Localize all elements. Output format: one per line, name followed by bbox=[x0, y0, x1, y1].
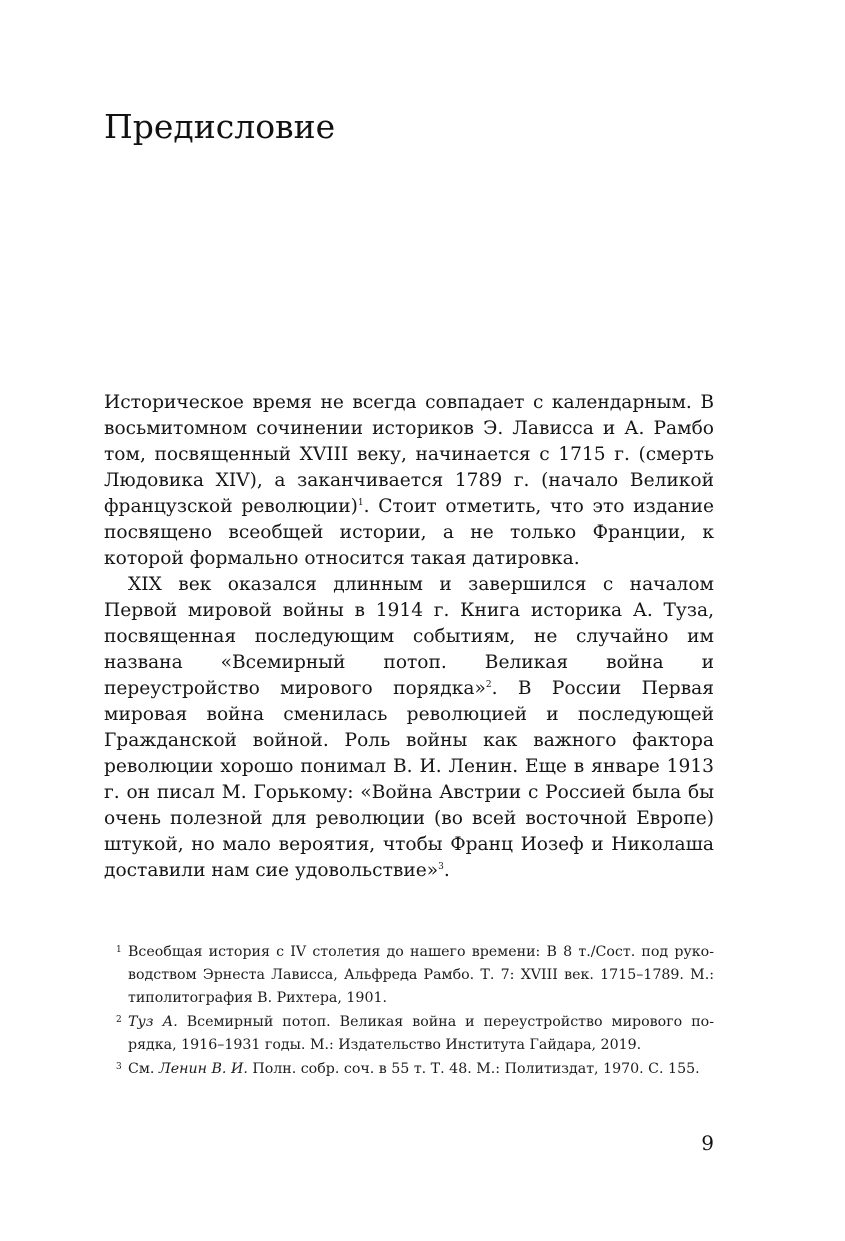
footnote-author: Ленин В. И. bbox=[158, 1061, 248, 1077]
paragraph-1 bbox=[104, 390, 714, 572]
paragraph-2-text-b: . В России Первая мировая война сменилась революцией и последующей Гражданской войной. Роль войны как важного фактора революции хорошо понимал В. И. Ленин. Еще в январе 1913 г. он писал М. Горькому: «Война Австрии с Россией была бы очень полезной для революции (во всей восточной Европе) штукой, но мало вероятия, чтобы Франц Иозеф и Николаша доставили нам сие удовольствие» bbox=[104, 678, 714, 881]
footnote-ref-3[interactable]: 3 bbox=[438, 861, 444, 872]
footnote-3 bbox=[104, 1058, 714, 1081]
footnote-text: Полн. собр. соч. в 55 т. Т. 48. М.: Политиздат, 1970. С. 155. bbox=[247, 1061, 700, 1077]
paragraph-1-text-b: . Стоит отметить, что это издание посвящено всеобщей истории, а не только Франции, к которой формально относится такая датировка. bbox=[104, 496, 714, 569]
footnote-ref-2[interactable]: 2 bbox=[485, 679, 492, 690]
footnote-ref-1[interactable]: 1 bbox=[357, 497, 364, 508]
footnote-text: Всеобщая история с IV столетия до нашего времени: В 8 т./Сост. под руководством Эрнеста Лависса, Альфреда Рамбо. Т. 7: XVIII век. 1715–1789. М.: типолитография В. Рихтера, 1901. bbox=[128, 944, 714, 1006]
footnote-author: Туз А. bbox=[128, 1014, 178, 1030]
paragraph-1-text-a: Историческое время не всегда совпадает с календарным. В восьмитомном сочинении историков Э. Лависса и А. Рамбо том, посвященный XVIII веку, начинается с 1715 г. (смерть Людовика XIV), а заканчивается 1789 г. (начало Великой французской революции) bbox=[104, 392, 714, 517]
footnote-number: 1 bbox=[116, 945, 122, 955]
footnote-prefix: См. bbox=[128, 1061, 159, 1077]
footnotes-section bbox=[104, 941, 714, 1081]
footnote-2 bbox=[104, 1011, 714, 1057]
paragraph-2-text-a: XIX век оказался длинным и завершился с началом Первой мировой войны в 1914 г. Книга историка А. Туза, посвященная последующим событиям, не случайно им названа «Всемирный потоп. Великая война и переустройство мирового порядка» bbox=[104, 574, 714, 699]
main-text bbox=[104, 390, 714, 884]
chapter-title: Предисловие bbox=[104, 107, 336, 146]
page-number: 9 bbox=[701, 1131, 714, 1155]
footnote-text: Всемирный потоп. Великая война и переустройство мирового порядка, 1916–1931 годы. М.: Издательство Института Гайдара, 2019. bbox=[128, 1014, 714, 1053]
footnote-1 bbox=[104, 941, 714, 1010]
paragraph-2-text-c: . bbox=[443, 860, 450, 881]
footnote-number: 3 bbox=[116, 1062, 122, 1072]
paragraph-2 bbox=[104, 572, 714, 884]
footnote-number: 2 bbox=[116, 1015, 122, 1025]
